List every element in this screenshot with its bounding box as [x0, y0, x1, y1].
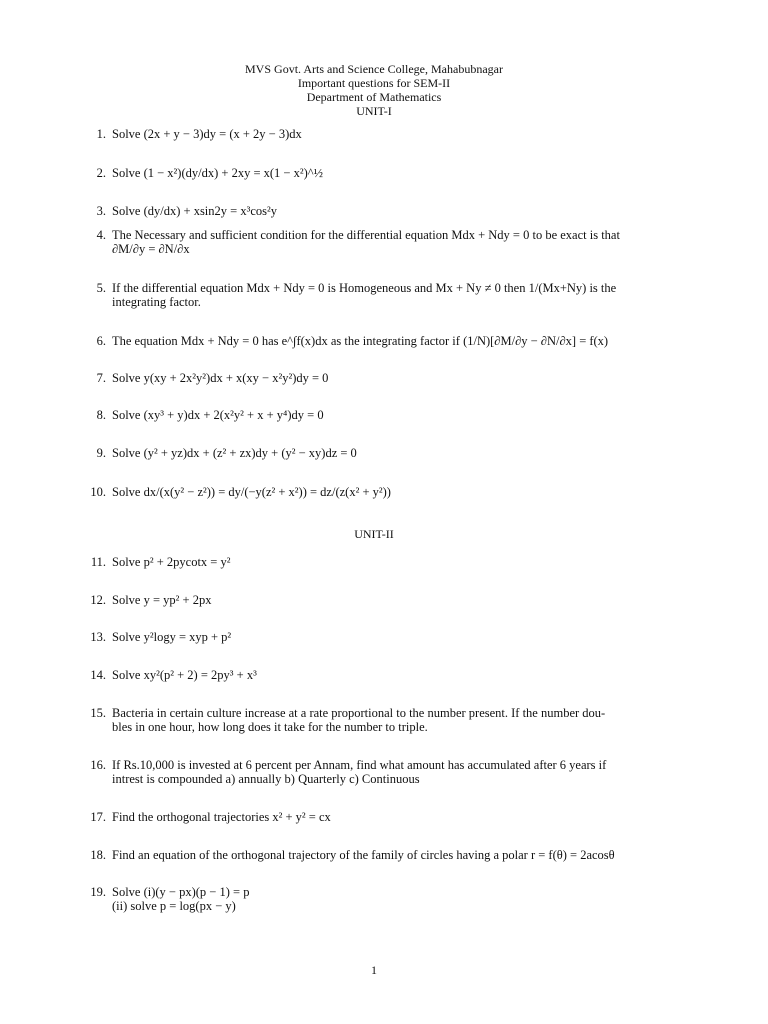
question-text: If Rs.10,000 is invested at 6 percent per Annam, find what amount has accumulated after 6 years if: [112, 758, 607, 772]
question-item: [80, 848, 700, 862]
question-item: [80, 810, 680, 824]
question-number: 12.: [90, 593, 106, 607]
question-item: [80, 555, 680, 569]
document-subtitle: Important questions for SEM-II: [297, 76, 451, 90]
question-item: [80, 166, 680, 180]
question-item: [80, 334, 700, 348]
question-text: The equation Mdx + Ndy = 0 has e^∫f(x)dx as the integrating factor if (1/N)[∂M/∂y − ∂N/∂x] = f(x): [112, 334, 609, 348]
question-text: Solve y = yp² + 2px: [112, 593, 212, 607]
question-text: Find the orthogonal trajectories x² + y² = cx: [112, 810, 331, 824]
question-text: If the differential equation Mdx + Ndy = 0 is Homogeneous and Mx + Ny ≠ 0 then 1/(Mx+Ny) is the: [112, 281, 617, 295]
question-continuation: ∂M/∂y = ∂N/∂x: [112, 242, 190, 256]
question-continuation: intrest is compounded a) annually b) Quarterly c) Continuous: [112, 772, 420, 786]
question-item: [80, 593, 680, 607]
question-number: 4.: [96, 228, 106, 242]
question-item: [80, 408, 680, 422]
question-number: 10.: [90, 485, 106, 499]
question-text: Solve (dy/dx) + xsin2y = x³cos²y: [112, 204, 277, 218]
question-text: Solve y²logy = xyp + p²: [112, 630, 232, 644]
question-number: 9.: [96, 446, 106, 460]
question-text: Solve y(xy + 2x²y²)dx + x(xy − x²y²)dy = 0: [112, 371, 329, 385]
question-item: [80, 706, 680, 734]
question-number: 16.: [90, 758, 106, 772]
question-text: Solve (y² + yz)dx + (z² + zx)dy + (y² − xy)dz = 0: [112, 446, 357, 460]
question-item: [80, 446, 680, 460]
question-number: 15.: [90, 706, 106, 720]
question-item: [80, 204, 680, 218]
department-name: Department of Mathematics: [306, 90, 442, 104]
question-number: 13.: [90, 630, 106, 644]
unit-1-heading: UNIT-I: [356, 104, 392, 118]
question-text: Solve (2x + y − 3)dy = (x + 2y − 3)dx: [112, 127, 302, 141]
question-item: [80, 281, 700, 309]
question-number: 11.: [90, 555, 106, 569]
question-continuation: (ii) solve p = log(px − y): [112, 899, 236, 913]
question-text: Solve xy²(p² + 2) = 2py³ + x³: [112, 668, 257, 682]
question-number: 17.: [90, 810, 106, 824]
question-number: 6.: [96, 334, 106, 348]
question-number: 18.: [90, 848, 106, 862]
question-item: [80, 668, 680, 682]
question-text: Bacteria in certain culture increase at a rate proportional to the number present. If the number dou-: [112, 706, 606, 720]
page-number: 1: [371, 963, 377, 977]
document-header: [0, 62, 748, 118]
question-number: 8.: [96, 408, 106, 422]
question-item: [80, 885, 680, 913]
question-number: 2.: [96, 166, 106, 180]
question-text: Solve p² + 2pycotx = y²: [112, 555, 231, 569]
question-number: 5.: [96, 281, 106, 295]
question-item: [80, 228, 700, 256]
question-item: [80, 127, 680, 141]
question-text: The Necessary and sufficient condition for the differential equation Mdx + Ndy = 0 to be exact is that: [112, 228, 620, 242]
question-item: [80, 485, 680, 499]
question-continuation: bles in one hour, how long does it take for the number to triple.: [112, 720, 428, 734]
question-text: Solve (1 − x²)(dy/dx) + 2xy = x(1 − x²)^½: [112, 166, 323, 180]
question-item: [80, 371, 680, 385]
question-text: Solve (i)(y − px)(p − 1) = p: [112, 885, 250, 899]
question-number: 7.: [96, 371, 106, 385]
question-continuation: integrating factor.: [112, 295, 201, 309]
question-number: 1.: [96, 127, 106, 141]
unit-2-heading: UNIT-II: [354, 527, 394, 541]
college-name: MVS Govt. Arts and Science College, Mahabubnagar: [245, 62, 503, 76]
question-item: [80, 758, 680, 786]
question-number: 14.: [90, 668, 106, 682]
question-number: 19.: [90, 885, 106, 899]
question-text: Solve dx/(x(y² − z²)) = dy/(−y(z² + x²)) = dz/(z(x² + y²)): [112, 485, 391, 499]
question-text: Solve (xy³ + y)dx + 2(x²y² + x + y⁴)dy = 0: [112, 408, 324, 422]
question-item: [80, 630, 680, 644]
question-text: Find an equation of the orthogonal trajectory of the family of circles having a polar r = f(θ) = 2acosθ: [112, 848, 615, 862]
question-number: 3.: [96, 204, 106, 218]
